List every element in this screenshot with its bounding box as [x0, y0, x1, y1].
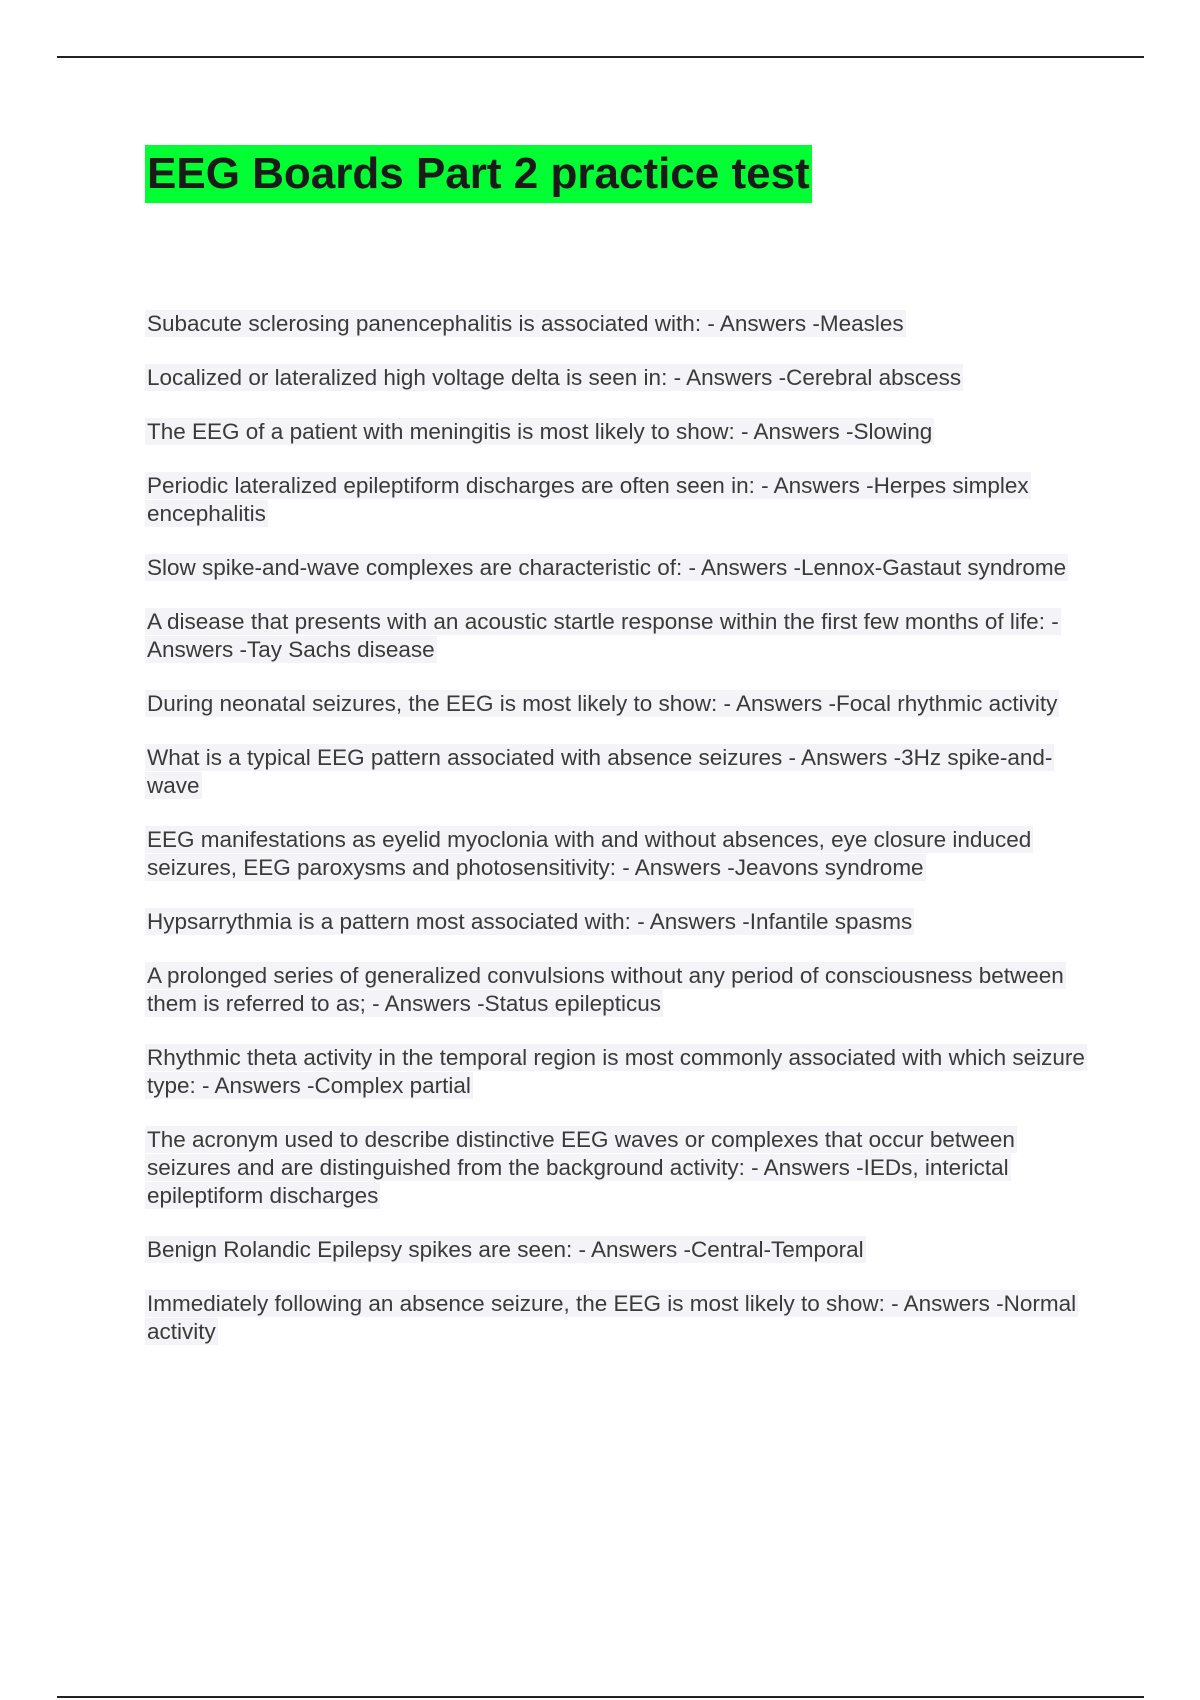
qa-text: Immediately following an absence seizure, the EEG is most likely to show: - Answers -Normal activity [147, 1291, 1077, 1344]
list-item [145, 364, 1085, 392]
list-item [145, 1290, 1085, 1346]
title-block [145, 145, 812, 203]
qa-text: What is a typical EEG pattern associated with absence seizures - Answers -3Hz spike-and-wave [147, 745, 1053, 798]
list-item [145, 472, 1085, 528]
qa-text: Rhythmic theta activity in the temporal region is most commonly associated with which seizure type: - Answers -Complex partial [147, 1045, 1085, 1098]
qa-text: Periodic lateralized epileptiform discharges are often seen in: - Answers -Herpes simplex encephalitis [147, 473, 1029, 526]
qa-text: The acronym used to describe distinctive EEG waves or complexes that occur between seizures and are distinguished from the background activity: - Answers -IEDs, interictal epileptiform discharges [147, 1127, 1015, 1208]
list-item [145, 826, 1085, 882]
list-item [145, 1236, 1085, 1264]
top-rule [57, 56, 1144, 58]
qa-text: Benign Rolandic Epilepsy spikes are seen: - Answers -Central-Temporal [147, 1237, 864, 1262]
list-item [145, 310, 1085, 338]
qa-text: Hypsarrythmia is a pattern most associated with: - Answers -Infantile spasms [147, 909, 913, 934]
list-item [145, 554, 1085, 582]
list-item [145, 608, 1085, 664]
list-item [145, 418, 1085, 446]
qa-text: Subacute sclerosing panencephalitis is associated with: - Answers -Measles [147, 311, 904, 336]
list-item [145, 1044, 1085, 1100]
qa-text: The EEG of a patient with meningitis is most likely to show: - Answers -Slowing [147, 419, 933, 444]
qa-text: A disease that presents with an acoustic startle response within the first few months of life: - Answers -Tay Sachs disease [147, 609, 1059, 662]
bottom-rule [57, 1696, 1144, 1698]
list-item [145, 1126, 1085, 1210]
qa-text: Slow spike-and-wave complexes are characteristic of: - Answers -Lennox-Gastaut syndrome [147, 555, 1067, 580]
list-item [145, 908, 1085, 936]
qa-text: A prolonged series of generalized convulsions without any period of consciousness between them is referred to as; - Answers -Status epilepticus [147, 963, 1064, 1016]
qa-list [145, 310, 1085, 1372]
list-item [145, 744, 1085, 800]
qa-text: During neonatal seizures, the EEG is most likely to show: - Answers -Focal rhythmic activity [147, 691, 1058, 716]
page-title: EEG Boards Part 2 practice test [145, 145, 812, 203]
qa-text: Localized or lateralized high voltage delta is seen in: - Answers -Cerebral abscess [147, 365, 962, 390]
qa-text: EEG manifestations as eyelid myoclonia with and without absences, eye closure induced seizures, EEG paroxysms and photosensitivity: - Answers -Jeavons syndrome [147, 827, 1032, 880]
list-item [145, 690, 1085, 718]
list-item [145, 962, 1085, 1018]
